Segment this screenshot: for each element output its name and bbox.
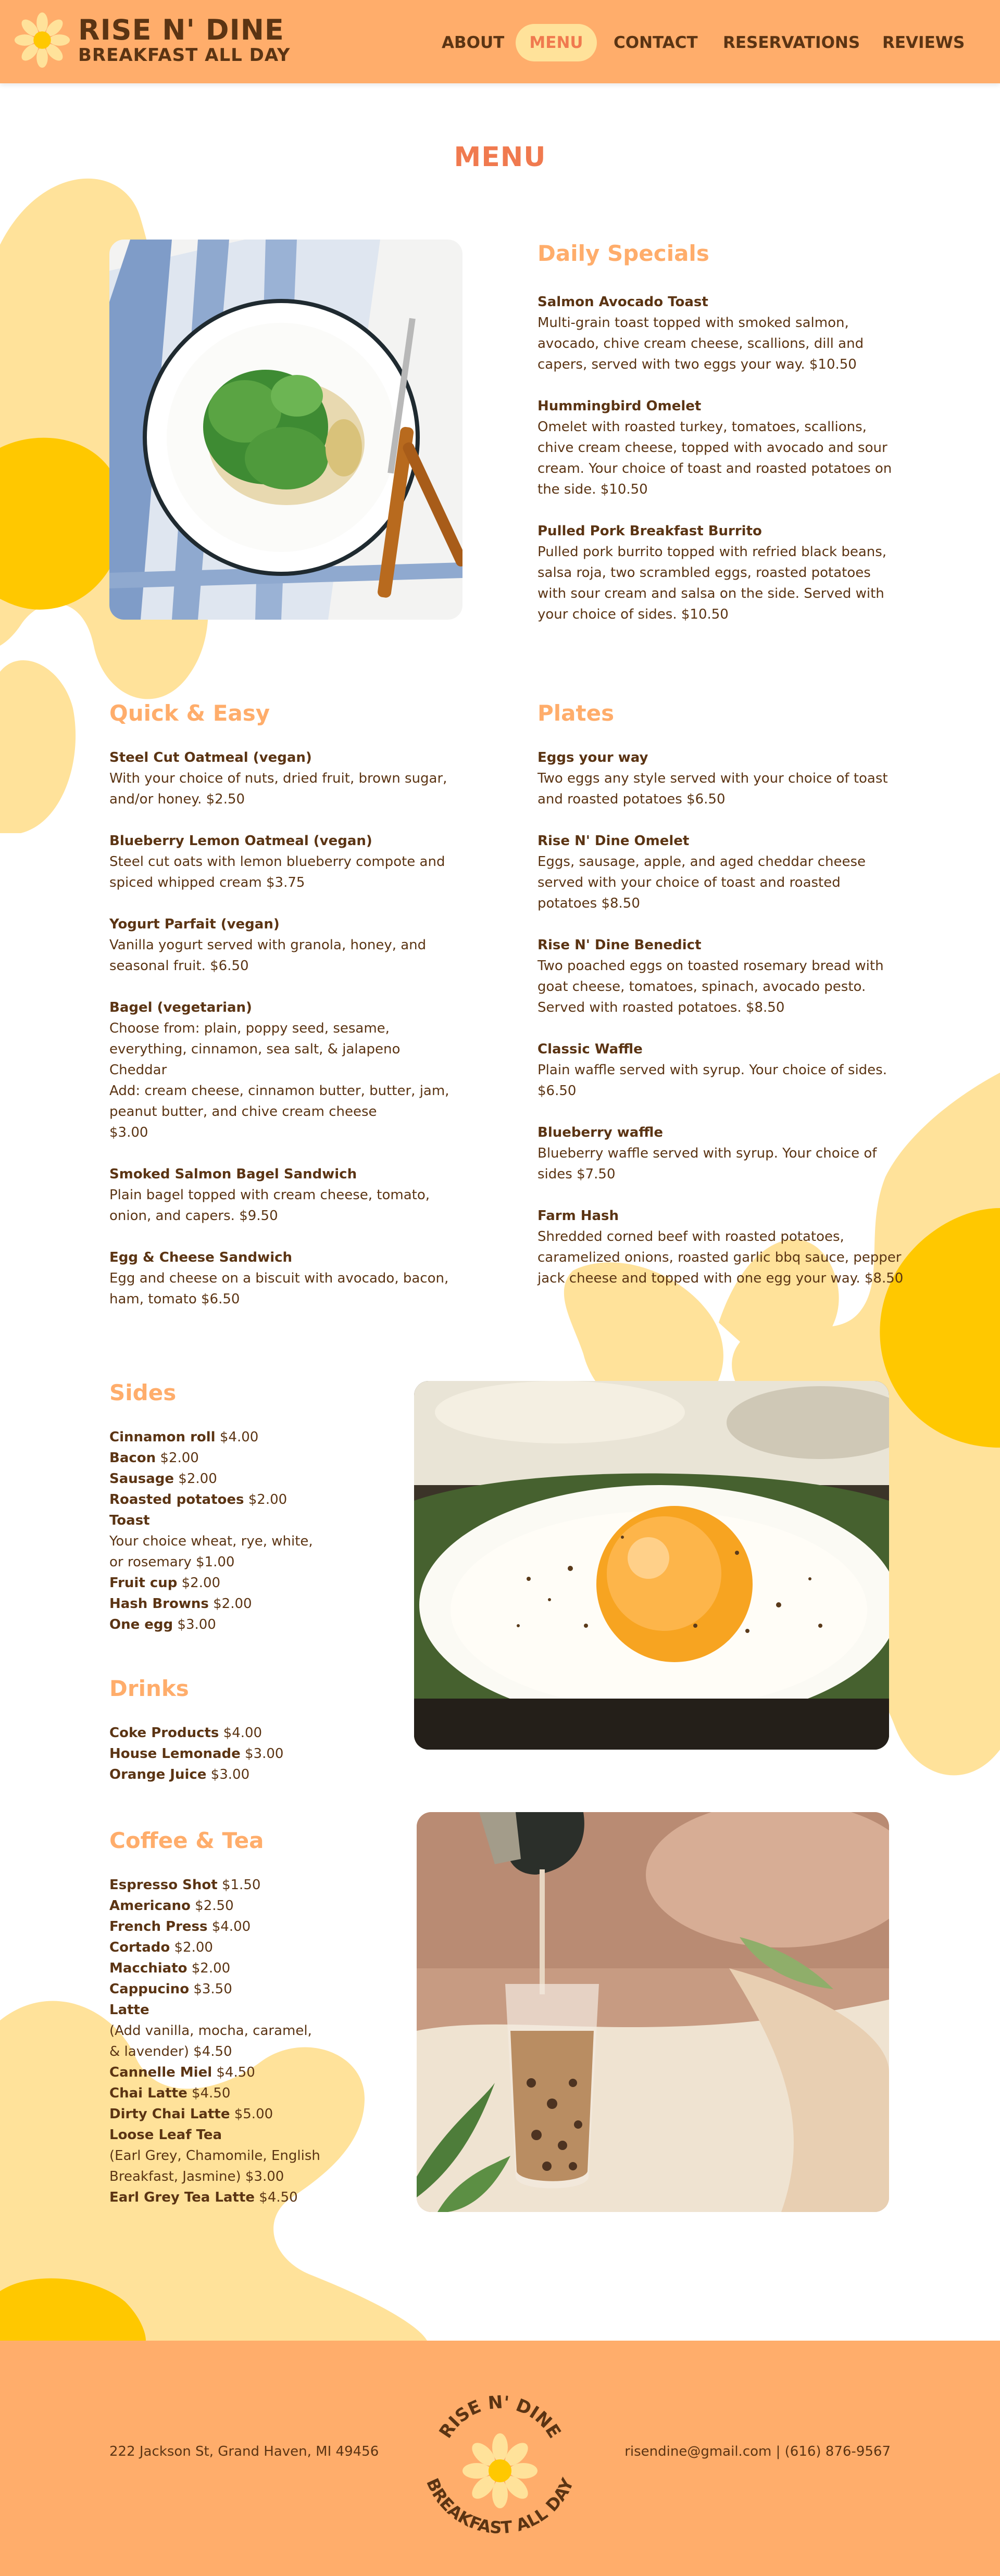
list-item: Espresso Shot $1.50: [109, 1877, 261, 1893]
list-item: Sausage $2.00: [109, 1471, 217, 1487]
menu-item-name: Rise N' Dine Benedict: [538, 937, 702, 953]
sides-heading: Sides: [109, 1380, 177, 1405]
list-item: Fruit cup $2.00: [109, 1575, 221, 1591]
nav-menu[interactable]: MENU: [516, 24, 597, 61]
quick-easy-heading: Quick & Easy: [109, 700, 270, 726]
drinks-list: [109, 1723, 380, 1785]
footer-logo-top-text: RISE N' DINE: [435, 2392, 565, 2442]
coffee-tea-list: [109, 1875, 380, 2208]
nav-about[interactable]: ABOUT: [442, 33, 505, 52]
menu-item: [538, 831, 913, 914]
menu-item-name: Classic Waffle: [538, 1041, 643, 1057]
menu-item-desc: With your choice of nuts, dried fruit, brown sugar, and/or honey. $2.50: [109, 771, 447, 807]
list-item: Americano $2.50: [109, 1898, 234, 1914]
menu-item: [109, 914, 474, 976]
brand-tagline: BREAKFAST ALL DAY: [78, 45, 291, 66]
list-item: Cannelle Miel $4.50: [109, 2065, 255, 2080]
menu-item: [109, 747, 474, 810]
footer-contact[interactable]: risendine@gmail.com | (616) 876-9567: [624, 2444, 891, 2459]
list-item: Bacon $2.00: [109, 1450, 199, 1466]
footer-address: 222 Jackson St, Grand Haven, MI 49456: [109, 2444, 379, 2459]
nav-reservations[interactable]: RESERVATIONS: [723, 33, 860, 52]
plates-list: [538, 747, 913, 1310]
menu-item: [109, 1247, 474, 1310]
menu-item-desc: Steel cut oats with lemon blueberry compote and spiced whipped cream $3.75: [109, 854, 445, 890]
menu-item-name: Smoked Salmon Bagel Sandwich: [109, 1166, 357, 1182]
list-item: Cappucino $3.50: [109, 1981, 232, 1997]
list-item: Dirty Chai Latte $5.00: [109, 2106, 273, 2122]
site-footer: [0, 2341, 1000, 2576]
menu-item-name: Blueberry waffle: [538, 1125, 663, 1140]
menu-item-name: Steel Cut Oatmeal (vegan): [109, 750, 312, 765]
brand-name[interactable]: RISE N' DINE: [78, 14, 284, 46]
menu-item-desc: Choose from: plain, poppy seed, sesame, everything, cinnamon, sea salt, & jalapeno Cheddar Add: cream cheese, cinnamon butter, butter, jam, peanut butter, and chive cream cheese $3.00: [109, 1021, 449, 1140]
menu-item-name: Blueberry Lemon Oatmeal (vegan): [109, 833, 372, 849]
menu-item-desc: Plain bagel topped with cream cheese, tomato, onion, and capers. $9.50: [109, 1187, 430, 1224]
drinks-heading: Drinks: [109, 1676, 189, 1701]
page-title: MENU: [454, 142, 546, 173]
footer-sunflower-logo-icon[interactable]: [411, 2367, 589, 2554]
menu-item: [538, 396, 902, 500]
menu-item-desc: Two poached eggs on toasted rosemary bread with goat cheese, tomatoes, spinach, avocado pesto. Served with roasted potatoes. $8.50: [538, 958, 884, 1015]
menu-item: [538, 292, 902, 375]
coffee-tea-heading: Coffee & Tea: [109, 1828, 264, 1853]
list-item: Hash Browns $2.00: [109, 1596, 252, 1612]
menu-item-desc: Egg and cheese on a biscuit with avocado, bacon, ham, tomato $6.50: [109, 1271, 449, 1307]
sunflower-logo-icon[interactable]: [11, 9, 73, 71]
list-item: One egg $3.00: [109, 1617, 216, 1632]
menu-item-desc: Two eggs any style served with your choice of toast and roasted potatoes $6.50: [538, 771, 888, 807]
menu-item-name: Pulled Pork Breakfast Burrito: [538, 523, 762, 539]
list-item: Chai Latte $4.50: [109, 2085, 231, 2101]
list-item: Earl Grey Tea Latte $4.50: [109, 2190, 298, 2205]
footer-logo-bottom-text: BREAKFAST ALL DAY: [422, 2475, 578, 2538]
list-item: French Press $4.00: [109, 1919, 251, 1934]
menu-item-name: Salmon Avocado Toast: [538, 294, 708, 310]
list-item: Loose Leaf Tea (Earl Grey, Chamomile, English Breakfast, Jasmine) $3.00: [109, 2127, 320, 2184]
daily-specials-heading: Daily Specials: [538, 241, 709, 266]
site-header: [0, 0, 1000, 83]
list-item: Coke Products $4.00: [109, 1725, 262, 1741]
daily-specials-list: [538, 292, 902, 646]
fried-egg-photo: [414, 1381, 889, 1750]
list-item: Cortado $2.00: [109, 1940, 213, 1955]
list-item: House Lemonade $3.00: [109, 1746, 284, 1762]
nav-contact[interactable]: CONTACT: [614, 33, 698, 52]
menu-item-name: Egg & Cheese Sandwich: [109, 1250, 293, 1265]
menu-item-desc: Blueberry waffle served with syrup. Your choice of sides $7.50: [538, 1146, 877, 1182]
list-item: Cinnamon roll $4.00: [109, 1429, 259, 1445]
menu-item-name: Bagel (vegetarian): [109, 1000, 252, 1015]
menu-item-desc: Eggs, sausage, apple, and aged cheddar cheese served with your choice of toast and roasted potatoes $8.50: [538, 854, 866, 911]
menu-item-desc: Pulled pork burrito topped with refried black beans, salsa roja, two scrambled eggs, roasted potatoes with sour cream and salsa on the side. Served with your choice of sides. $10.50: [538, 544, 887, 622]
menu-item: [538, 1205, 913, 1289]
menu-item: [538, 521, 902, 625]
menu-item-name: Eggs your way: [538, 750, 648, 765]
quick-easy-list: [109, 747, 474, 1330]
menu-item-name: Yogurt Parfait (vegan): [109, 916, 280, 932]
menu-item-desc: Vanilla yogurt served with granola, honey, and seasonal fruit. $6.50: [109, 937, 427, 974]
iced-coffee-photo: [417, 1812, 889, 2212]
menu-item-desc: Plain waffle served with syrup. Your choice of sides. $6.50: [538, 1062, 887, 1099]
menu-item: [538, 1039, 913, 1101]
list-item: Macchiato $2.00: [109, 1961, 231, 1976]
menu-item-desc: Omelet with roasted turkey, tomatoes, scallions, chive cream cheese, topped with avocado and sour cream. Your choice of toast and roasted potatoes on the side. $10.50: [538, 419, 892, 497]
menu-item-name: Rise N' Dine Omelet: [538, 833, 690, 849]
menu-item-desc: Multi-grain toast topped with smoked salmon, avocado, chive cream cheese, scallions, dill and capers, served with two eggs your way. $10.50: [538, 315, 864, 372]
menu-item-name: Hummingbird Omelet: [538, 398, 702, 414]
menu-item-name: Farm Hash: [538, 1208, 619, 1224]
list-item: Orange Juice $3.00: [109, 1767, 250, 1782]
sides-list: [109, 1427, 380, 1635]
menu-item: [109, 997, 474, 1143]
list-item: Roasted potatoes $2.00: [109, 1492, 288, 1507]
menu-item: [538, 935, 913, 1018]
menu-item: [109, 831, 474, 893]
nav-reviews[interactable]: REVIEWS: [882, 33, 965, 52]
menu-item-desc: Shredded corned beef with roasted potatoes, caramelized onions, roasted garlic bbq sauce, pepper jack cheese and topped with one egg your way. $8.50: [538, 1229, 904, 1286]
menu-item: [538, 1122, 913, 1185]
list-item: Latte (Add vanilla, mocha, caramel, & lavender) $4.50: [109, 2002, 312, 2059]
salad-plate-photo: [109, 240, 463, 620]
list-item: Toast Your choice wheat, rye, white, or rosemary $1.00: [109, 1513, 313, 1570]
menu-item: [109, 1164, 474, 1226]
menu-item: [538, 747, 913, 810]
plates-heading: Plates: [538, 700, 615, 726]
